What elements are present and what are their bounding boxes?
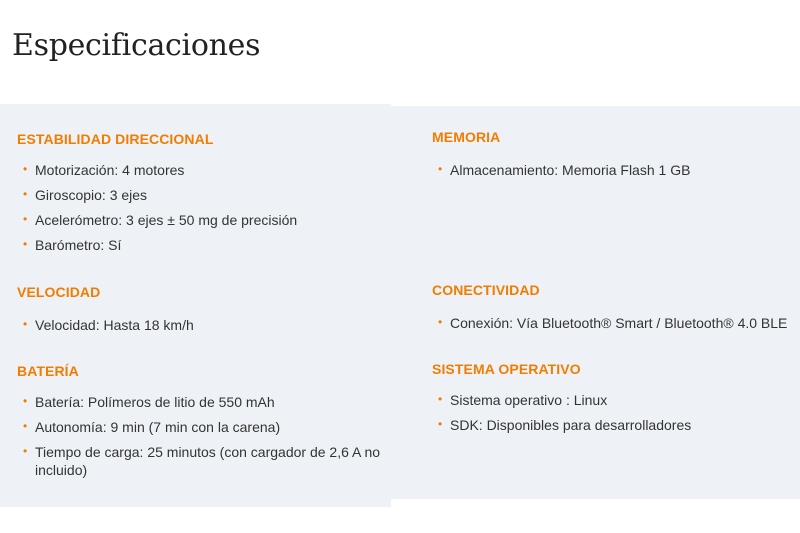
list-item	[17, 211, 387, 229]
section-operating-system	[432, 361, 798, 441]
section-title: BATERÍA	[17, 363, 79, 379]
spec-list	[17, 161, 387, 254]
list-item	[432, 314, 798, 332]
bullet-icon: •	[438, 392, 443, 406]
spec-text: Velocidad: Hasta 18 km/h	[35, 317, 194, 333]
list-item	[432, 391, 798, 409]
spec-text: Acelerómetro: 3 ejes ± 50 mg de precisión	[35, 212, 298, 228]
spec-list	[432, 161, 798, 179]
section-battery	[17, 363, 387, 486]
section-title: VELOCIDAD	[17, 284, 101, 300]
bullet-icon: •	[23, 162, 28, 176]
section-title: CONECTIVIDAD	[432, 282, 540, 298]
spec-text: Batería: Polímeros de litio de 550 mAh	[35, 394, 275, 410]
section-memory	[432, 129, 798, 186]
bullet-icon: •	[23, 444, 28, 458]
spec-text: SDK: Disponibles para desarrolladores	[450, 417, 692, 433]
spec-text: Barómetro: Sí	[35, 237, 122, 253]
spec-text: Autonomía: 9 min (7 min con la carena)	[35, 419, 281, 435]
spec-list	[432, 314, 798, 332]
list-item	[432, 161, 798, 179]
spec-list	[17, 393, 387, 479]
section-title: SISTEMA OPERATIVO	[432, 361, 581, 377]
bullet-icon: •	[438, 315, 443, 329]
bullet-icon: •	[23, 212, 28, 226]
list-item	[17, 186, 387, 204]
bullet-icon: •	[23, 317, 28, 331]
section-speed	[17, 284, 387, 341]
list-item	[17, 236, 387, 254]
spec-text: Motorización: 4 motores	[35, 162, 185, 178]
spec-text: Giroscopio: 3 ejes	[35, 187, 148, 203]
spec-text: Conexión: Vía Bluetooth® Smart / Bluetooth® 4.0 BLE	[450, 315, 788, 331]
spec-text: Sistema operativo : Linux	[450, 392, 608, 408]
list-item	[17, 418, 387, 436]
section-title: MEMORIA	[432, 129, 501, 145]
section-title: ESTABILIDAD DIRECCIONAL	[17, 131, 214, 147]
section-stability	[17, 131, 387, 261]
spec-text: Almacenamiento: Memoria Flash 1 GB	[450, 162, 691, 178]
list-item	[17, 443, 387, 479]
list-item	[17, 316, 387, 334]
spec-list	[432, 391, 798, 434]
list-item	[17, 161, 387, 179]
bullet-icon: •	[438, 417, 443, 431]
spec-list	[17, 316, 387, 334]
bullet-icon: •	[23, 394, 28, 408]
spec-text: Tiempo de carga: 25 minutos (con cargador de 2,6 A no incluido)	[35, 444, 381, 478]
list-item	[432, 416, 798, 434]
bullet-icon: •	[438, 162, 443, 176]
bullet-icon: •	[23, 187, 28, 201]
list-item	[17, 393, 387, 411]
bullet-icon: •	[23, 419, 28, 433]
bullet-icon: •	[23, 237, 28, 251]
page-title: Especificaciones	[12, 28, 261, 63]
section-connectivity	[432, 282, 798, 339]
